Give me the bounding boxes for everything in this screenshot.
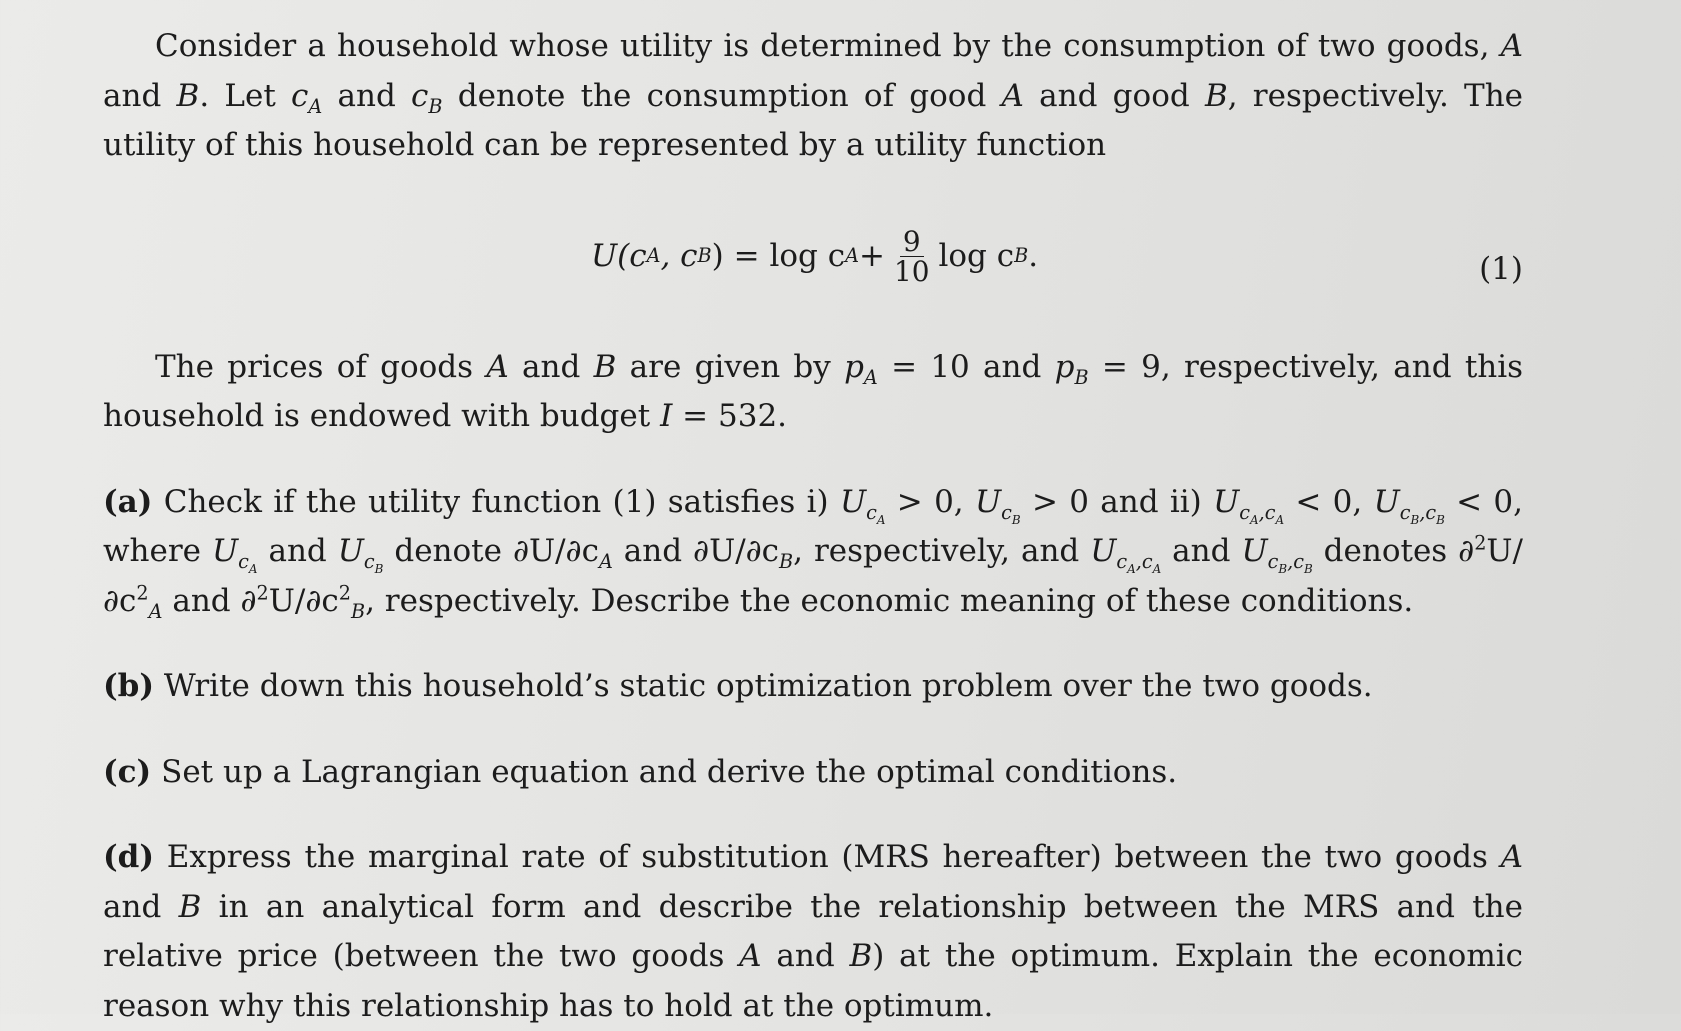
question-label: (c) xyxy=(103,753,152,790)
intro-text: and good xyxy=(1039,77,1190,114)
var-B: B xyxy=(176,77,200,114)
intro-text: Consider a household whose utility is determined by the consumption of two goods, xyxy=(155,28,1490,64)
problem-page xyxy=(103,22,1523,1031)
equation-formula: U(c A , c B ) = log c A + $\frac{9}{10}$ log c B . xyxy=(591,224,1039,288)
intro-text: and xyxy=(337,77,396,114)
question-label: (d) xyxy=(103,839,155,875)
equation-number: (1) xyxy=(1479,250,1523,287)
question-text: Set up a Lagrangian equation and derive the optimal conditions. xyxy=(161,753,1178,790)
var-A: A xyxy=(1001,77,1024,114)
intro-text: . Let xyxy=(199,77,276,114)
utility-equation xyxy=(103,201,1523,321)
question-a: (a) Check if the utility function (1) satisfies i) $U_{c_A} > 0$, $U_{c_B} > 0$ and ii) $U_{c_A,c_A} < 0$, $U_{c_B,c_B} < 0$, where $U_{c_A}$ and $U_{c_B}$ denote $\partial U/\partial c_A$ and $\partial U/\partial c_B$, respectively, and $U_{c_A,c_A}$ and $U_{c_B,c_B}$ denotes $\partial^2U/\partial c^2_A$ and $\partial^2U/\partial c^2_B$, respectively. Describe the economic meaning of these conditions. xyxy=(103,483,1523,623)
intro-text: , respectively. The utility of this household can be represented by a utility function xyxy=(103,77,1524,163)
var-B: B xyxy=(1204,77,1228,114)
var-A: A xyxy=(1500,28,1524,64)
question-d: (d) Express the marginal rate of substitution (MRS hereafter) between the two goods A and B in an analytical form and describe the relationship between the MRS and the relative price (between the two goods A and B) at the optimum. Explain the economic reason why this relationship has to hold at the optimum. xyxy=(103,839,1524,1024)
var-cA: $c_A$ xyxy=(291,77,323,118)
question-c xyxy=(103,748,1523,798)
question-label: (b) xyxy=(103,668,155,704)
prices-paragraph: The prices of goods A and B are given by $p_A = 10$ and $p_B = 9$, respectively, and this household is endowed with budget I = 532. xyxy=(103,348,1524,434)
intro-text: denote the consumption of good xyxy=(457,77,987,114)
var-cB: $c_B$ xyxy=(411,77,443,118)
question-b xyxy=(103,662,1523,712)
fraction: $\frac{9}{10}$ xyxy=(893,224,930,288)
question-label: (a) xyxy=(103,483,153,520)
intro-text: and xyxy=(103,77,162,114)
question-text: Write down this household’s static optimization problem over the two goods. xyxy=(163,668,1373,704)
intro-paragraph xyxy=(103,22,1523,171)
